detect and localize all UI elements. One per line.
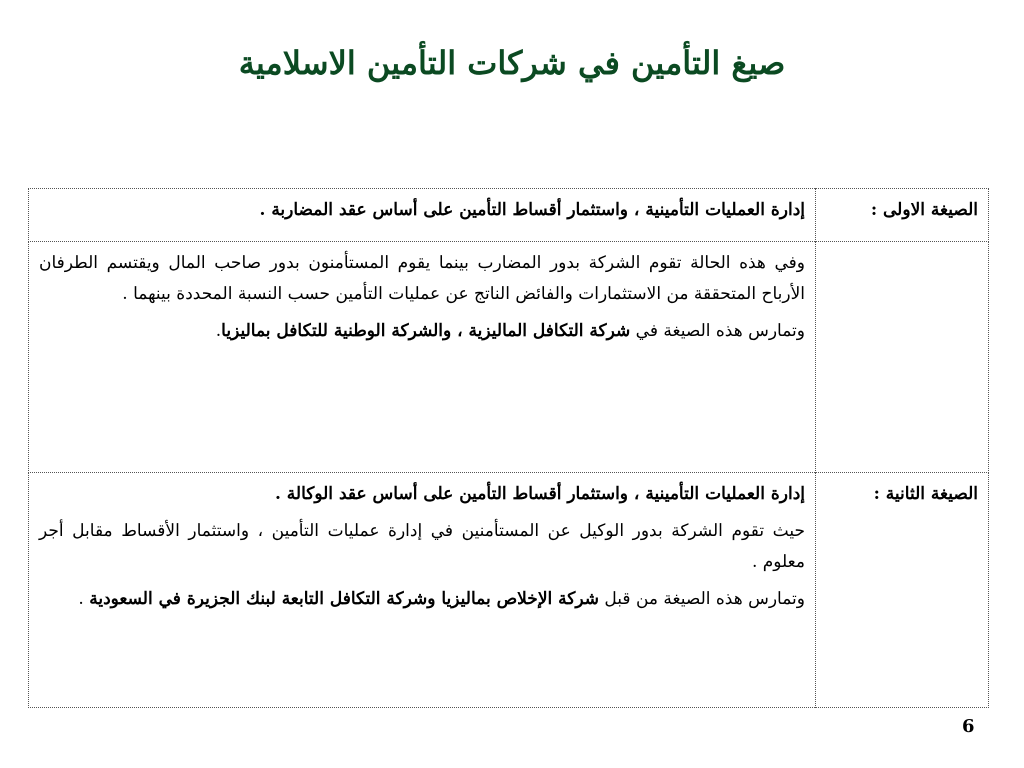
second-formula-details	[29, 473, 816, 708]
practice-suffix: .	[78, 589, 90, 609]
slide-title: صيغ التأمين في شركات التأمين الاسلامية	[238, 44, 786, 82]
practice-prefix: وتمارس هذه الصيغة من قبل	[599, 589, 805, 609]
page-number: 6	[962, 716, 975, 737]
practice-prefix: وتمارس هذه الصيغة في	[630, 321, 805, 341]
second-formula-description: حيث تقوم الشركة بدور الوكيل عن المستأمنين في إدارة عمليات التأمين ، واستثمار الأقساط مقابل أجر معلوم .	[39, 521, 805, 572]
table-row	[29, 189, 989, 242]
second-formula-heading: إدارة العمليات التأمينية ، واستثمار أقساط التأمين على أساس عقد الوكالة .	[274, 484, 805, 504]
insurance-formulas-table	[28, 188, 989, 708]
row-label-second: الصيغة الثانية :	[816, 473, 989, 708]
first-formula-practice	[39, 316, 805, 347]
first-formula-description: وفي هذه الحالة تقوم الشركة بدور المضارب بينما يقوم المستأمنون بدور صاحب المال ويقتسم الطرفان الأرباح المتحققة من الاستثمارات والفائض الناتج عن عمليات التأمين حسب النسبة المحددة بينهما .	[39, 253, 805, 304]
practice-suffix: .	[215, 321, 222, 341]
first-formula-details	[29, 242, 816, 473]
row-label-first: الصيغة الاولى :	[816, 189, 989, 242]
table-row	[29, 242, 989, 473]
practice-companies: شركة التكافل الماليزية ، والشركة الوطنية للتكافل بماليزيا	[221, 321, 631, 341]
empty-label-cell	[816, 242, 989, 473]
practice-companies: شركة الإخلاص بماليزيا وشركة التكافل التابعة لبنك الجزيرة في السعودية	[89, 589, 599, 609]
table-row	[29, 473, 989, 708]
first-formula-heading: إدارة العمليات التأمينية ، واستثمار أقساط التأمين على أساس عقد المضاربة .	[29, 189, 816, 242]
second-formula-practice	[39, 584, 805, 615]
